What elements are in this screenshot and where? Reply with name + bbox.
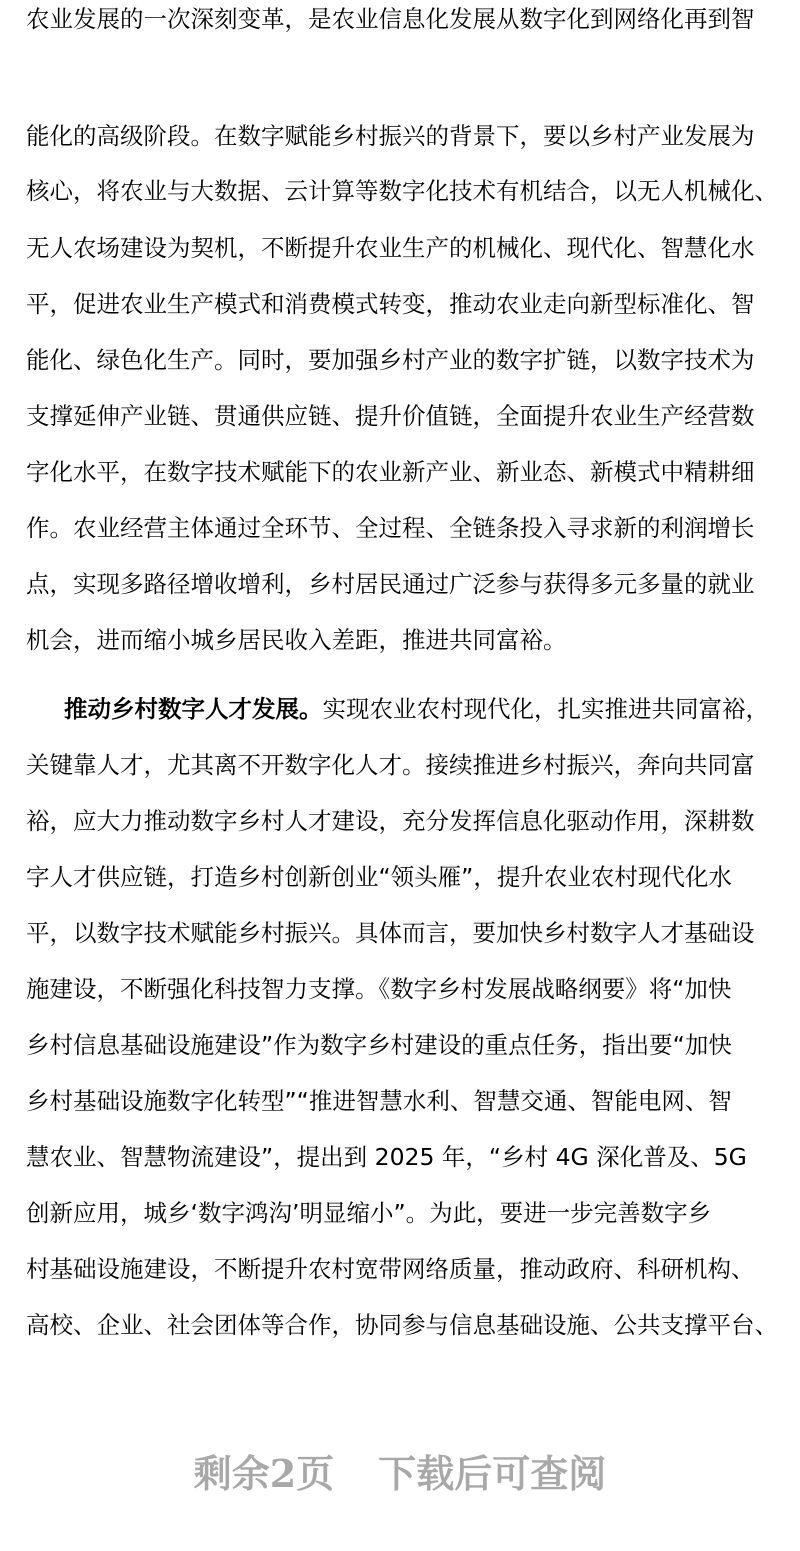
paragraph-line: 字人才供应链，打造乡村创新创业“领头雁”，提升农业农村现代化水	[26, 863, 732, 891]
paragraph-line: 创新应用，城乡‘数字鸿沟’明显缩小”。为此，要进一步完善数字乡	[26, 1199, 712, 1227]
read-more-banner[interactable]	[0, 1450, 800, 1498]
remaining-pages-text: 剩余2页	[193, 1451, 335, 1496]
paragraph-line: 无人农场建设为契机，不断提升农业生产的机械化、现代化、智慧化水	[26, 234, 755, 262]
paragraph-text: 实现农业农村现代化，扎实推进共同富裕，	[322, 695, 769, 723]
paragraph-line: 能化的高级阶段。在数字赋能乡村振兴的背景下，要以乡村产业发展为	[26, 122, 755, 150]
paragraph-line: 作。农业经营主体通过全环节、全过程、全链条投入寻求新的利润增长	[26, 514, 755, 542]
paragraph-line: 农业发展的一次深刻变革，是农业信息化发展从数字化到网络化再到智	[26, 5, 755, 33]
paragraph-line: 能化、绿色化生产。同时，要加强乡村产业的数字扩链，以数字技术为	[26, 346, 755, 374]
paragraph-line: 机会，进而缩小城乡居民收入差距，推进共同富裕。	[26, 626, 567, 654]
paragraph-line: 高校、企业、社会团体等合作，协同参与信息基础设施、公共支撑平台、	[26, 1311, 778, 1339]
paragraph-line: 字化水平，在数字技术赋能下的农业新产业、新业态、新模式中精耕细	[26, 458, 755, 486]
paragraph-line: 支撑延伸产业链、贯通供应链、提升价值链，全面提升农业生产经营数	[26, 402, 755, 430]
paragraph-line: 乡村基础设施数字化转型”“推进智慧水利、智慧交通、智能电网、智	[26, 1087, 732, 1115]
paragraph-line: 乡村信息基础设施建设”作为数字乡村建设的重点任务，指出要“加快	[26, 1031, 732, 1059]
paragraph-line: 平，促进农业生产模式和消费模式转变，推动农业走向新型标准化、智	[26, 290, 755, 318]
paragraph-line: 裕，应大力推动数字乡村人才建设，充分发挥信息化驱动作用，深耕数	[26, 807, 755, 835]
paragraph-line: 核心，将农业与大数据、云计算等数字化技术有机结合，以无人机械化、	[26, 177, 778, 205]
paragraph-line: 平，以数字技术赋能乡村振兴。具体而言，要加快乡村数字人才基础设	[26, 919, 755, 947]
section-heading-line	[64, 694, 778, 724]
paragraph-line: 关键靠人才，尤其离不开数字化人才。接续推进乡村振兴，奔向共同富	[26, 751, 755, 779]
paragraph-line: 点，实现多路径增收增利，乡村居民通过广泛参与获得多元多量的就业	[26, 570, 755, 598]
paragraph-line: 村基础设施建设，不断提升农村宽带网络质量，推动政府、科研机构、	[26, 1255, 755, 1283]
section-heading: 推动乡村数字人才发展。	[64, 695, 323, 723]
paragraph-line: 慧农业、智慧物流建设”，提出到 2025 年，“乡村 4G 深化普及、5G	[26, 1143, 747, 1171]
paragraph-line: 施建设，不断强化科技智力支撑。《数字乡村发展战略纲要》将“加快	[26, 975, 732, 1003]
download-prompt-text: 下载后可查阅	[378, 1451, 607, 1496]
